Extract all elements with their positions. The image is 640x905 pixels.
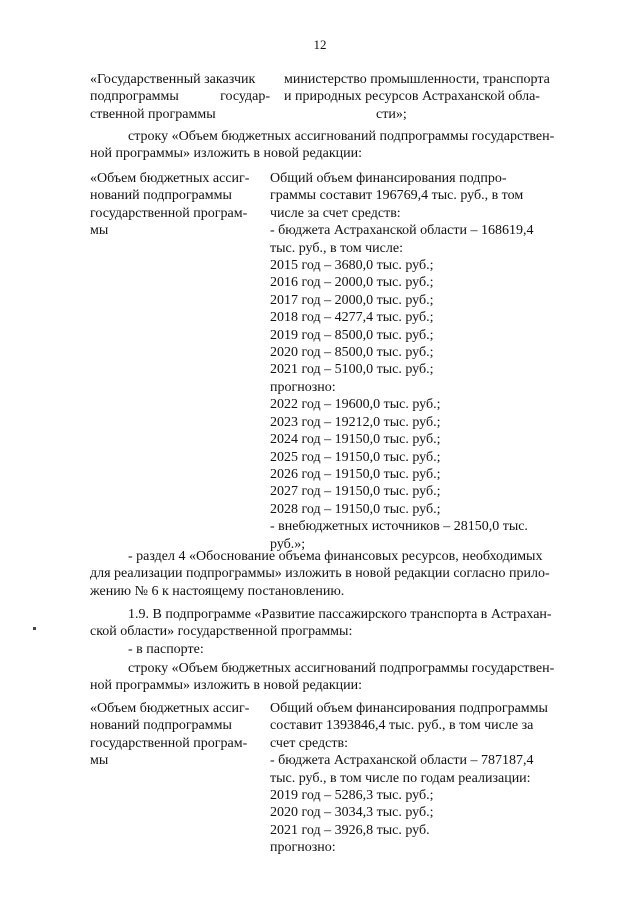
paragraph-passport bbox=[90, 641, 595, 658]
text-line: 2018 год – 4277,4 тыс. руб.; bbox=[270, 310, 434, 326]
text-line: прогнозно: bbox=[270, 840, 336, 856]
text-line: «Государственный заказчик bbox=[90, 72, 256, 87]
budget-label-cell bbox=[90, 700, 270, 857]
text-line: 2021 год – 5100,0 тыс. руб.; bbox=[270, 362, 434, 378]
budget-value-cell bbox=[270, 700, 595, 857]
text-line: - внебюджетных источников – 28150,0 тыс. bbox=[270, 519, 528, 535]
text-line: 2019 год – 8500,0 тыс. руб.; bbox=[270, 327, 434, 343]
text-line: «Объем бюджетных ассиг- bbox=[90, 171, 250, 186]
text-line: строку «Объем бюджетных ассигнований подпрограммы государствен- bbox=[128, 129, 555, 144]
customer-row bbox=[90, 71, 595, 123]
text-line: государственной програм- bbox=[90, 205, 248, 221]
text-line: нований подпрограммы bbox=[90, 188, 232, 204]
text-line: 2019 год – 5286,3 тыс. руб.; bbox=[270, 788, 434, 804]
text-line: руб.»; bbox=[270, 536, 306, 552]
text-line: тыс. руб., в том числе: bbox=[270, 240, 403, 256]
text-line: тыс. руб., в том числе по годам реализации: bbox=[270, 770, 531, 786]
text-line: ственной программы bbox=[90, 106, 216, 122]
paragraph-budget-line-2 bbox=[90, 660, 595, 695]
text-line: жению № 6 к настоящему постановлению. bbox=[90, 583, 345, 599]
text-line: - бюджета Астраханской области – 168619,4 bbox=[270, 223, 534, 239]
text-line: - раздел 4 «Обоснование объема финансовых ресурсов, необходимых bbox=[128, 549, 543, 564]
paragraph-1-9 bbox=[90, 606, 595, 641]
text-line: - в паспорте: bbox=[128, 642, 204, 657]
page-number: 12 bbox=[313, 37, 327, 52]
text-line: Общий объем финансирования подпро- bbox=[270, 171, 507, 186]
text-line: строку «Объем бюджетных ассигнований подпрограммы государствен- bbox=[128, 661, 555, 676]
budget-value-cell bbox=[270, 170, 595, 553]
text-line: 2028 год – 19150,0 тыс. руб.; bbox=[270, 501, 441, 517]
text-line: ской области» государственной программы: bbox=[90, 624, 353, 640]
text-line: числе за счет средств: bbox=[270, 205, 401, 221]
paragraph-budget-line-1 bbox=[90, 128, 595, 163]
text-line: счет средств: bbox=[270, 735, 349, 751]
text-line: нований подпрограммы bbox=[90, 718, 232, 734]
text-line: 2024 год – 19150,0 тыс. руб.; bbox=[270, 432, 441, 448]
text-line: 2025 год – 19150,0 тыс. руб.; bbox=[270, 449, 441, 465]
text-line: 2015 год – 3680,0 тыс. руб.; bbox=[270, 258, 434, 274]
text-line: для реализации подпрограммы» изложить в новой редакции согласно прило- bbox=[90, 566, 550, 582]
text-line: 2020 год – 8500,0 тыс. руб.; bbox=[270, 345, 434, 361]
text-line: составит 1393846,4 тыс. руб., в том числе за bbox=[270, 718, 534, 734]
text-line: и природных ресурсов Астраханской обла- bbox=[284, 89, 540, 105]
text-line: ной программы» изложить в новой редакции: bbox=[90, 146, 363, 162]
text-line: «Объем бюджетных ассиг- bbox=[90, 701, 250, 716]
text-line: министерство промышленности, транспорта bbox=[284, 72, 550, 87]
budget-label-cell bbox=[90, 170, 270, 553]
customer-label-cell bbox=[90, 71, 270, 123]
text-line: 2023 год – 19212,0 тыс. руб.; bbox=[270, 414, 441, 430]
text-line: 2017 год – 2000,0 тыс. руб.; bbox=[270, 292, 434, 308]
text-line: мы bbox=[90, 223, 109, 239]
text-line: 2021 год – 3926,8 тыс. руб. bbox=[270, 822, 430, 838]
scan-mark bbox=[33, 627, 36, 630]
budget-row-1 bbox=[90, 170, 595, 553]
text-line: граммы составит 196769,4 тыс. руб., в том bbox=[270, 188, 524, 204]
text-line: государственной програм- bbox=[90, 735, 248, 751]
budget-row-2 bbox=[90, 700, 595, 857]
text-line: Общий объем финансирования подпрограммы bbox=[270, 701, 548, 716]
customer-value-cell bbox=[270, 71, 595, 123]
text-line: 2026 год – 19150,0 тыс. руб.; bbox=[270, 466, 441, 482]
text-line: 2016 год – 2000,0 тыс. руб.; bbox=[270, 275, 434, 291]
text-line: мы bbox=[90, 753, 109, 769]
text-line: 2020 год – 3034,3 тыс. руб.; bbox=[270, 805, 434, 821]
text-line: 2027 год – 19150,0 тыс. руб.; bbox=[270, 484, 441, 500]
text-line: прогнозно: bbox=[270, 379, 336, 395]
text-line: - бюджета Астраханской области – 787187,4 bbox=[270, 753, 534, 769]
text-line: сти»; bbox=[376, 106, 407, 122]
text-line: подпрограммы государ- bbox=[90, 89, 270, 105]
text-line: ной программы» изложить в новой редакции: bbox=[90, 678, 363, 694]
text-line: 2022 год – 19600,0 тыс. руб.; bbox=[270, 397, 441, 413]
paragraph-section-4 bbox=[90, 548, 595, 600]
text-line: 1.9. В подпрограмме «Развитие пассажирского транспорта в Астрахан- bbox=[128, 607, 552, 622]
